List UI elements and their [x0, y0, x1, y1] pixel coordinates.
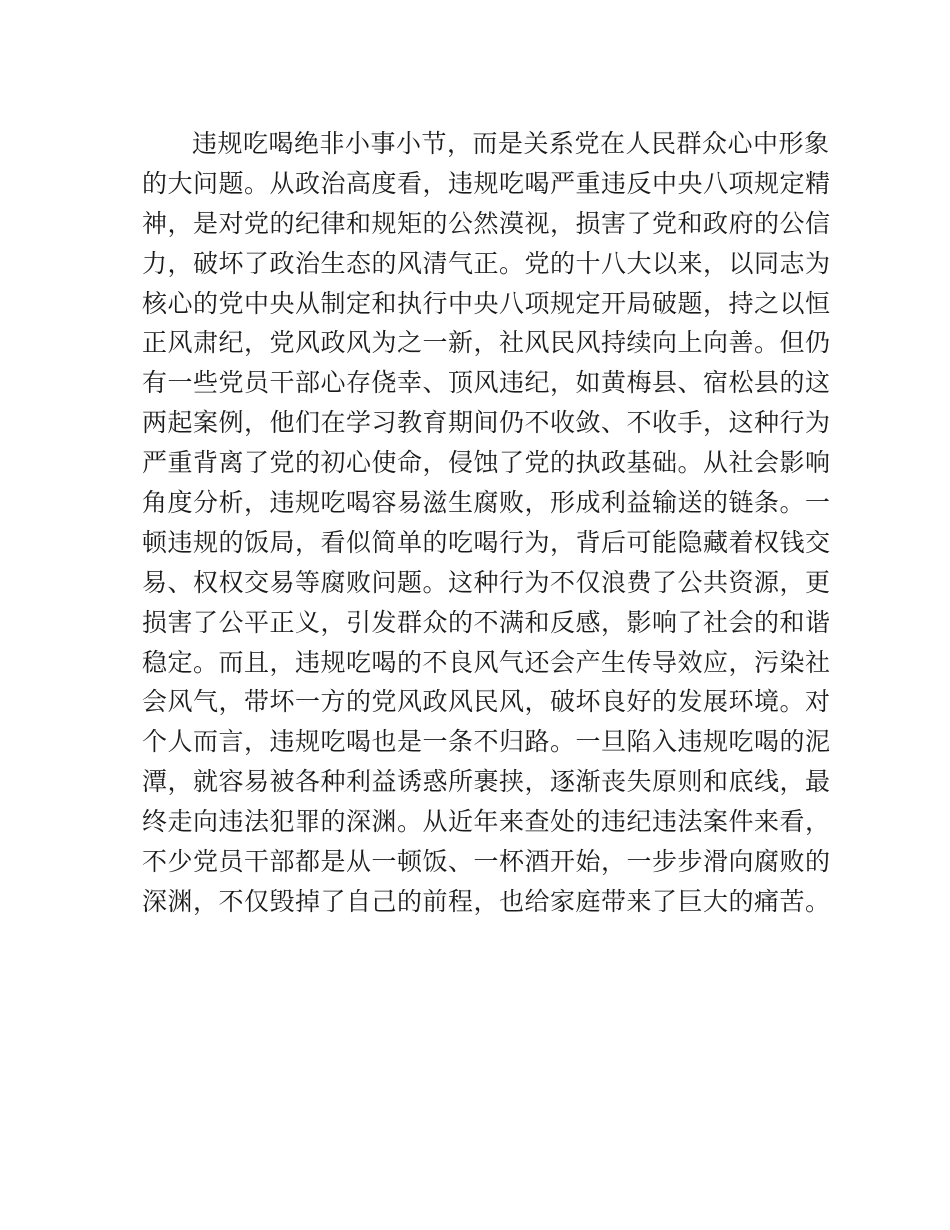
paragraph-line: 的大问题。从政治高度看，违规吃喝严重违反中央八项规定精 — [142, 168, 831, 198]
paragraph-line: 两起案例，他们在学习教育期间仍不收敛、不收手，这种行为 — [142, 408, 831, 438]
paragraph-line: 个人而言，违规吃喝也是一条不归路。一旦陷入违规吃喝的泥 — [142, 727, 831, 757]
paragraph-line: 角度分析，违规吃喝容易滋生腐败，形成利益输送的链条。一 — [142, 488, 831, 518]
paragraph-line: 正风肃纪，党风政风为之一新，社风民风持续向上向善。但仍 — [142, 328, 831, 358]
paragraph-line: 终走向违法犯罪的深渊。从近年来查处的违纪违法案件来看， — [142, 807, 831, 837]
paragraph-line: 深渊，不仅毁掉了自己的前程，也给家庭带来了巨大的痛苦。 — [142, 886, 831, 916]
paragraph-line: 有一些党员干部心存侥幸、顶风违纪，如黄梅县、宿松县的这 — [142, 368, 831, 398]
paragraph-line: 核心的党中央从制定和执行中央八项规定开局破题，持之以恒 — [142, 288, 831, 318]
paragraph-line: 不少党员干部都是从一顿饭、一杯酒开始，一步步滑向腐败的 — [142, 847, 831, 877]
paragraph-line: 损害了公平正义，引发群众的不满和反感，影响了社会的和谐 — [142, 607, 831, 637]
paragraph-line: 稳定。而且，违规吃喝的不良风气还会产生传导效应，污染社 — [142, 647, 831, 677]
paragraph-line: 严重背离了党的初心使命，侵蚀了党的执政基础。从社会影响 — [142, 448, 831, 478]
paragraph-line: 力，破坏了政治生态的风清气正。党的十八大以来，以同志为 — [142, 248, 831, 278]
paragraph-line: 潭，就容易被各种利益诱惑所裹挟，逐渐丧失原则和底线，最 — [142, 767, 831, 797]
paragraph-line: 会风气，带坏一方的党风政风民风，破坏良好的发展环境。对 — [142, 687, 831, 717]
body-paragraph — [142, 124, 831, 922]
paragraph-line: 顿违规的饭局，看似简单的吃喝行为，背后可能隐藏着权钱交 — [142, 527, 831, 557]
paragraph-line: 易、权权交易等腐败问题。这种行为不仅浪费了公共资源，更 — [142, 567, 831, 597]
paragraph-line: 神，是对党的纪律和规矩的公然漠视，损害了党和政府的公信 — [142, 208, 831, 238]
paragraph-line: 违规吃喝绝非小事小节，而是关系党在人民群众心中形象 — [192, 129, 830, 158]
